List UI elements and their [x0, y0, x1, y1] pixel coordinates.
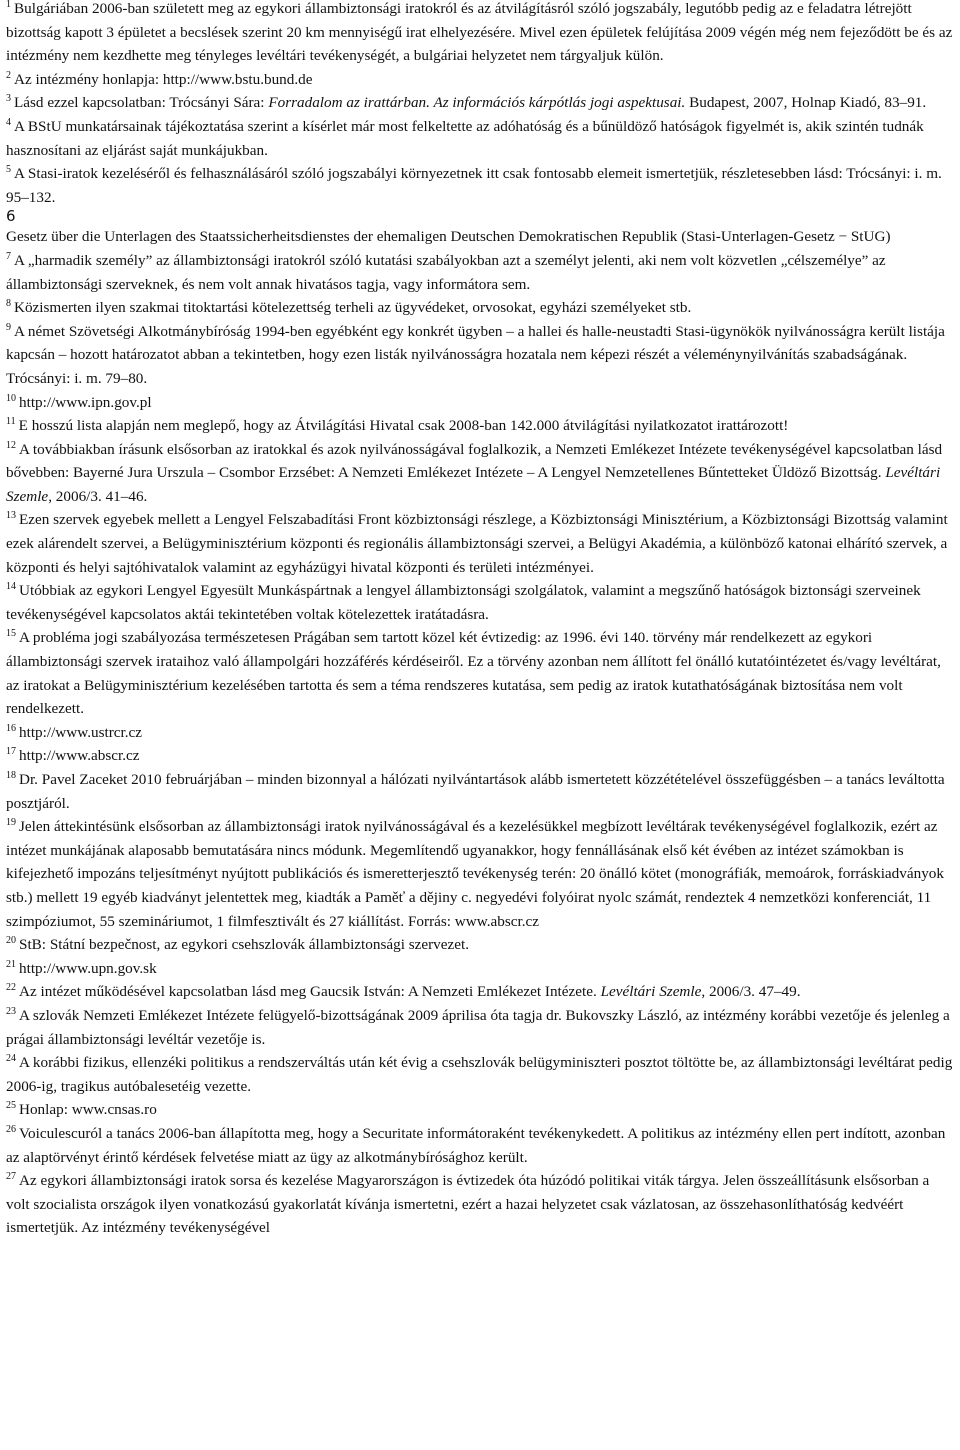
footnote-text: http://www.ustrcr.cz	[19, 723, 143, 741]
footnotes-page	[6, 0, 954, 1450]
footnote-25	[6, 1098, 954, 1122]
footnote-italic-text: Levéltári Szemle	[6, 464, 941, 505]
footnote-number: 16	[6, 722, 16, 734]
footnote-text: Lásd ezzel kapcsolatban: Trócsányi Sára:	[14, 94, 269, 112]
footnote-number: 7	[6, 250, 11, 262]
footnote-text: A „harmadik személy” az állambiztonsági iratokról szóló kutatási szabályokban azt a személyt jelenti, aki nem volt közvetlen „célszemélye” az állambiztonsági szerveknek, és nem volt annak hivatásos tagja, vagy informátora sem.	[6, 251, 886, 293]
footnote-number: 17	[6, 746, 16, 758]
footnote-5	[6, 162, 954, 209]
footnote-20	[6, 933, 954, 957]
footnote-22	[6, 980, 954, 1004]
footnote-text: Közismerten ilyen szakmai titoktartási kötelezettség terheli az ügyvédeket, orvosokat, egyházi személyeket stb.	[14, 299, 692, 317]
footnote-text: A továbbiakban írásunk elsősorban az iratokkal és azok nyilvánosságával foglalkozik, a Nemzeti Emlékezet Intézete tevékenységével kapcsolatban lásd bővebben: Bayerné Jura Urszula – Csombor Erzsébet: A Nemzeti Emlékezet Intézete – A Lengyel Nemzetellenes Bűntetteket Üldöző Bizottság.	[6, 440, 943, 482]
footnote-text: http://www.abscr.cz	[19, 747, 140, 765]
footnote-6	[6, 207, 954, 249]
footnote-text: Budapest, 2007, Holnap Kiadó, 83–91.	[685, 94, 927, 112]
footnote-10	[6, 391, 954, 415]
footnote-italic-text: Forradalom az irattárban. Az információs kárpótlás jogi aspektusai.	[268, 94, 686, 112]
footnote-12	[6, 438, 954, 509]
footnote-27	[6, 1169, 954, 1240]
footnote-text: Bulgáriában 2006-ban született meg az egykori állambiztonsági iratokról és az átvilágításról szóló jogszabály, legutóbb pedig az e feladatra létrejött bizottság kapott 3 épületet a becslések szerint 20 km mennyiségű irat elhelyezésére. Mivel ezen épületek felújítása 2009 végén még nem fejeződött be és az intézmény nem kezdhette meg tényleges levéltári tevékenységét, a bulgáriai helyzetet nem tárgyaljuk külön.	[6, 0, 953, 65]
footnote-text: Az intézmény honlapja: http://www.bstu.bund.de	[14, 70, 313, 88]
footnote-21	[6, 957, 954, 981]
footnote-24	[6, 1051, 954, 1098]
footnote-number: 22	[6, 982, 16, 994]
footnote-text: A szlovák Nemzeti Emlékezet Intézete felügyelő-bizottságának 2009 áprilisa óta tagja dr. Bukovszky László, az intézmény korábbi vezetője és jelenleg a prágai állambiztonsági levéltár vezetője is.	[6, 1006, 950, 1048]
footnote-15	[6, 626, 954, 720]
footnote-number: 2	[6, 69, 11, 81]
footnote-number: 20	[6, 935, 16, 947]
footnote-number: 19	[6, 817, 16, 829]
footnote-19	[6, 815, 954, 933]
footnote-text: A korábbi fizikus, ellenzéki politikus a rendszerváltás után két évig a csehszlovák belügyminiszteri posztot töltötte be, az állambiztonsági levéltárat pedig 2006-ig, tragikus autóbalesetéig vezette.	[6, 1054, 953, 1095]
footnote-italic-text: Levéltári Szemle	[600, 983, 702, 1001]
footnote-number: 11	[6, 416, 16, 428]
footnote-text: http://www.upn.gov.sk	[19, 959, 157, 977]
footnote-11	[6, 414, 954, 438]
footnote-number: 5	[6, 164, 11, 176]
footnote-text: , 2006/3. 47–49.	[701, 983, 801, 1001]
footnote-number: 1	[6, 0, 11, 10]
footnote-8	[6, 296, 954, 320]
footnote-18	[6, 768, 954, 815]
footnote-14	[6, 579, 954, 626]
footnote-text: Honlap: www.cnsas.ro	[19, 1101, 157, 1119]
footnote-text: Utóbbiak az egykori Lengyel Egyesült Munkáspártnak a lengyel állambiztonsági szolgálatok, valamint a megszűnő hatóságok biztonsági szerveinek tevékenységével kapcsolatos aktái tekintetében voltak kötelezettek iratátadásra.	[6, 582, 921, 623]
footnote-9	[6, 320, 954, 391]
footnote-7	[6, 249, 954, 296]
footnote-17	[6, 744, 954, 768]
footnote-23	[6, 1004, 954, 1051]
footnote-text: A probléma jogi szabályozása természetesen Prágában sem tartott közel két évtizedig: az 1996. évi 140. törvény már rendelkezett az egykori állambiztonsági szervek irataihoz való állampolgári hozzáférés kérdéseiről. Ez a törvény azonban nem állított fel önálló kutatóintézetet és/vagy levéltárat, az iratokat a Belügyminisztérium kezelésében tartotta és sem a téma rendszeres kutatása, sem pedig az iratok kutathatóságának biztosítása nem volt rendelkezett.	[6, 629, 941, 718]
footnote-1	[6, 0, 954, 68]
footnote-number: 23	[6, 1005, 16, 1017]
footnote-26	[6, 1122, 954, 1169]
footnote-number: 6	[6, 207, 16, 226]
footnote-text: Jelen áttekintésünk elsősorban az állambiztonsági iratok nyilvánosságával és a kezelésükkel megbízott levéltárak tevékenységével foglalkozik, ezért az intézet munkájának alaposabb bemutatására nincs módunk. Megemlítendő ugyanakkor, hogy fennállásának első két évében az intézet számokban is kifejezhető impozáns teljesítményt nyújtott publikációs és ismeretterjesztő tevékenység terén: 20 önálló kötet (monográfiák, memoárok, forráskiadványok stb.) mellett 19 egyéb kiadványt jelentettek meg, kiadták a Paměť a dějiny c. negyedévi folyóirat nyolc számát, rendeztek 4 nemzetközi konferenciát, 11 szimpóziumot, 55 szemináriumot, 1 filmfesztivált és 27 kiállítást. Forrás: www.abscr.cz	[6, 818, 944, 930]
footnote-text: Az intézet működésével kapcsolatban lásd meg Gaucsik István: A Nemzeti Emlékezet Intézete.	[19, 983, 601, 1001]
footnote-number: 27	[6, 1171, 16, 1183]
footnote-text: Gesetz über die Unterlagen des Staatssicherheitsdienstes der ehemaligen Deutschen Demokratischen Republik (Stasi-Unterlagen-Gesetz − StUG)	[6, 228, 891, 246]
footnote-text: Ezen szervek egyebek mellett a Lengyel Felszabadítási Front közbiztonsági részlege, a Közbiztonsági Minisztérium, a Közbiztonsági Bizottság valamint ezek alárendelt szervei, a Belügyminisztérium központi és regionális állambiztonsági szervei, a Belügyi Akadémia, a különböző katonai elhárító szervek, a központi és helyi sajtóhivatalok valamint az egyházügyi hivatal központi és területi intézményei.	[6, 511, 948, 576]
footnote-number: 14	[6, 581, 16, 593]
footnote-text: Voiculescuról a tanács 2006-ban állapította meg, hogy a Securitate informátoraként tevékenykedett. A politikus az intézmény ellen pert indított, azonban az alaptörvényt érintő kérdések felvetése miatt az ügy az alkotmánybírósághoz került.	[6, 1124, 946, 1166]
footnote-text: A BStU munkatársainak tájékoztatása szerint a kísérlet már most felkeltette az adóhatóság és a bűnüldöző hatóságok figyelmét is, akik szintén tudnák hasznosítani az eljárást saját munkájukban.	[6, 117, 924, 159]
footnote-number: 3	[6, 93, 11, 105]
footnote-number: 21	[6, 958, 16, 970]
footnote-text: Az egykori állambiztonsági iratok sorsa és kezelése Magyarországon is évtizedek óta húzódó politikai viták tárgya. Jelen összeállításunk elsősorban a volt szocialista országok ilyen vonatkozású gyakorlatát kívánja ismertetni, ezért a hazai helyzetet csak vázlatosan, az összehasonlíthatóság kedvéért ismertetjük. Az intézmény tevékenységével	[6, 1172, 930, 1237]
footnote-number: 24	[6, 1053, 16, 1065]
footnote-number: 4	[6, 116, 11, 128]
footnote-number: 10	[6, 392, 16, 404]
footnote-number: 18	[6, 770, 16, 781]
footnote-text: http://www.ipn.gov.pl	[19, 393, 152, 411]
footnote-number: 13	[6, 510, 16, 522]
footnote-16	[6, 721, 954, 745]
footnote-number: 9	[6, 321, 11, 333]
footnote-text: A Stasi-iratok kezeléséről és felhasználásáról szóló jogszabályi környezetnek itt csak fontosabb elemeit ismertetjük, részletesebben lásd: Trócsányi: i. m. 95–132.	[6, 165, 942, 206]
footnote-number: 8	[6, 298, 11, 310]
footnote-3	[6, 91, 954, 115]
footnote-2	[6, 68, 954, 92]
footnote-13	[6, 508, 954, 579]
footnote-4	[6, 115, 954, 162]
footnote-text: , 2006/3. 41–46.	[48, 487, 148, 505]
footnote-number: 25	[6, 1100, 16, 1112]
footnote-number: 12	[6, 439, 16, 451]
footnote-text: E hosszú lista alapján nem meglepő, hogy az Átvilágítási Hivatal csak 2008-ban 142.000 átvilágítási nyilatkozatot irattározott!	[18, 417, 789, 435]
footnote-number: 26	[6, 1123, 16, 1135]
footnote-text: StB: Státní bezpečnost, az egykori csehszlovák állambiztonsági szervezet.	[19, 936, 469, 954]
footnote-text: A német Szövetségi Alkotmánybíróság 1994-ben egyébként egy konkrét ügyben – a hallei és halle-neustadti Stasi-ügynökök nyilvánosságra került listája kapcsán – hozott határozatot abban a tekintetben, hogy ezen listák nyilvánosságra hozatala nem képezi részét a véleménynyilvánítás szabadságának. Trócsányi: i. m. 79–80.	[6, 322, 945, 387]
footnote-number: 15	[6, 628, 16, 640]
footnote-text: Dr. Pavel Zaceket 2010 februárjában – minden bizonnyal a hálózati nyilvántartások alább ismertetett közzétételével összefüggésben – a tanács leváltotta posztjáról.	[6, 771, 945, 812]
